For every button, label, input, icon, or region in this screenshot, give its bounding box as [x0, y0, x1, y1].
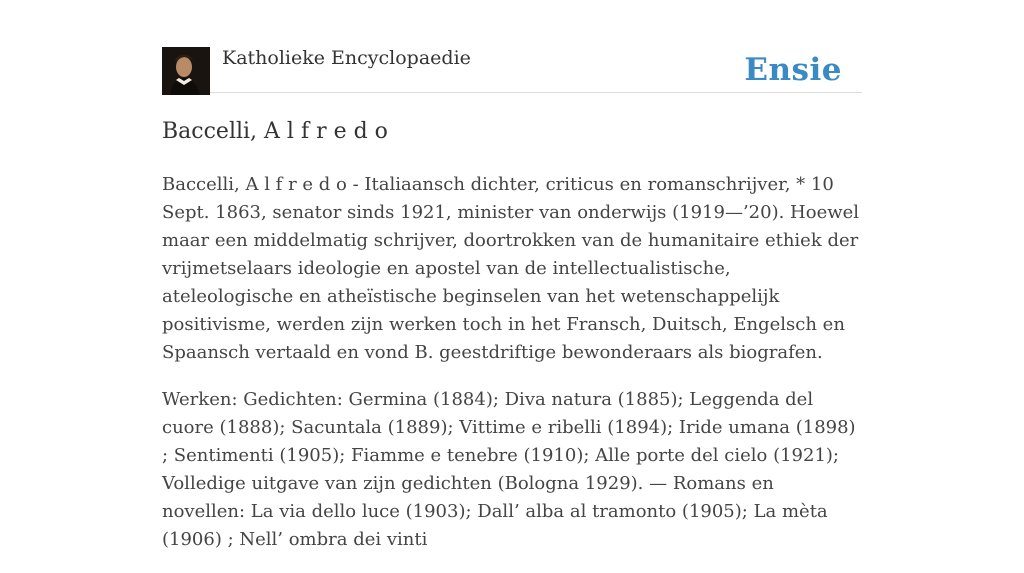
article-body — [162, 171, 862, 554]
article-paragraph: Werken: Gedichten: Germina (1884); Diva natura (1885); Leggenda del cuore (1888); Sacuntala (1889); Vittime e ribelli (1894); Iride umana (1898) ; Sentimenti (1905); Fiamme e tenebre (1910); Alle porte del cielo (1921); Volledige uitgave van zijn gedichten (Bologna 1929). — Romans en novellen: La via dello luce (1903); Dall’ alba al tramonto (1905); La mèta (1906) ; Nell’ ombra dei vinti — [162, 389, 856, 550]
portrait-avatar-icon[interactable] — [162, 47, 210, 95]
article-paragraph: Baccelli, A l f r e d o - Italiaansch dichter, criticus en romanschrijver, * 10 Sept. 1863, senator sinds 1921, minister van onderwijs (1919—’20). Hoewel maar een middelmatig schrijver, doortrokken van de humanitaire ethiek der vrijmetselaars ideologie en apostel van de intellectualistische, ateleologische en atheïstische beginselen van het wetenschappelijk positivisme, werden zijn werken toch in het Fransch, Duitsch, Engelsch en Spaansch vertaald en vond B. geestdriftige bewonderaars als biografen. — [162, 174, 860, 363]
page-container — [162, 0, 862, 573]
source-title[interactable]: Katholieke Encyclopaedie — [222, 47, 471, 69]
site-header — [162, 0, 862, 93]
brand-logo[interactable]: Ensie — [744, 52, 842, 88]
article-title: Baccelli, A l f r e d o — [162, 119, 388, 144]
